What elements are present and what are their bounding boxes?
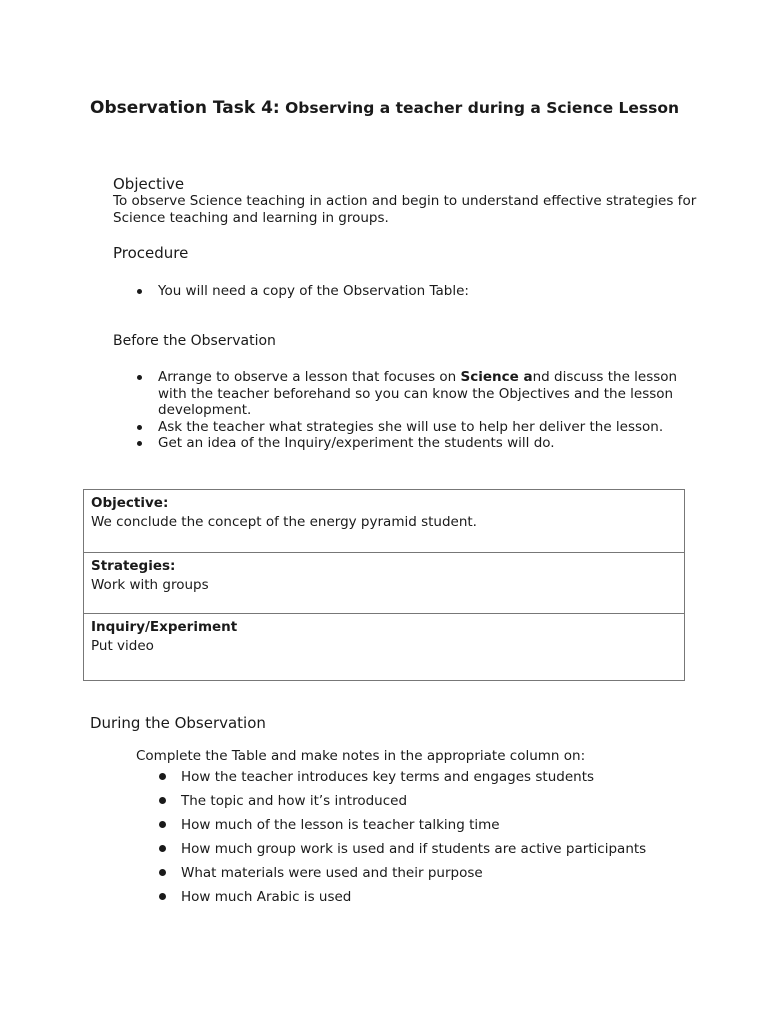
list-item: The topic and how it’s introduced [136,789,716,813]
before-observation-list [132,369,702,452]
item-bold-text: Science a [460,369,533,385]
before-observation-heading: Before the Observation [113,333,276,349]
item-text: Arrange to observe a lesson that focuses on [158,369,461,385]
list-item: What materials were used and their purpose [136,861,716,885]
objective-text: To observe Science teaching in action and begin to understand effective strategies for Science teaching and learning in groups. [113,193,697,226]
item-text: nd discuss the lesson with the teacher beforehand so you can know the Objectives and the lesson development. [158,369,678,418]
page-title [90,96,690,120]
list-item: Ask the teacher what strategies she will use to help her deliver the lesson. [132,419,702,436]
inquiry-label: Inquiry/Experiment [91,619,238,635]
list-item: How much group work is used and if students are active participants [136,837,716,861]
table-row [84,552,684,613]
list-item: How much of the lesson is teacher talking time [136,813,716,837]
list-item: How the teacher introduces key terms and engages students [136,765,716,789]
objective-label: Objective: [91,495,169,511]
objective-value: We conclude the concept of the energy pyramid student. [91,514,477,530]
procedure-list [132,283,702,300]
list-item: How much Arabic is used [136,885,716,909]
during-intro: Complete the Table and make notes in the appropriate column on: [136,748,586,764]
strategies-value: Work with groups [91,577,209,593]
during-observation-heading: During the Observation [90,714,266,732]
during-observation-list [136,765,716,909]
procedure-heading: Procedure [113,244,189,262]
list-item [132,369,702,419]
list-item: Get an idea of the Inquiry/experiment the students will do. [132,435,702,452]
table-row [84,613,684,680]
list-item: You will need a copy of the Observation Table: [132,283,702,300]
observation-table [83,489,685,681]
objective-heading: Objective [113,175,185,193]
table-row [84,490,684,552]
title-rest: Observing a teacher during a Science Lesson [279,99,680,117]
title-lead: Observation Task 4: [90,98,280,118]
strategies-label: Strategies: [91,558,176,574]
inquiry-value: Put video [91,638,154,654]
